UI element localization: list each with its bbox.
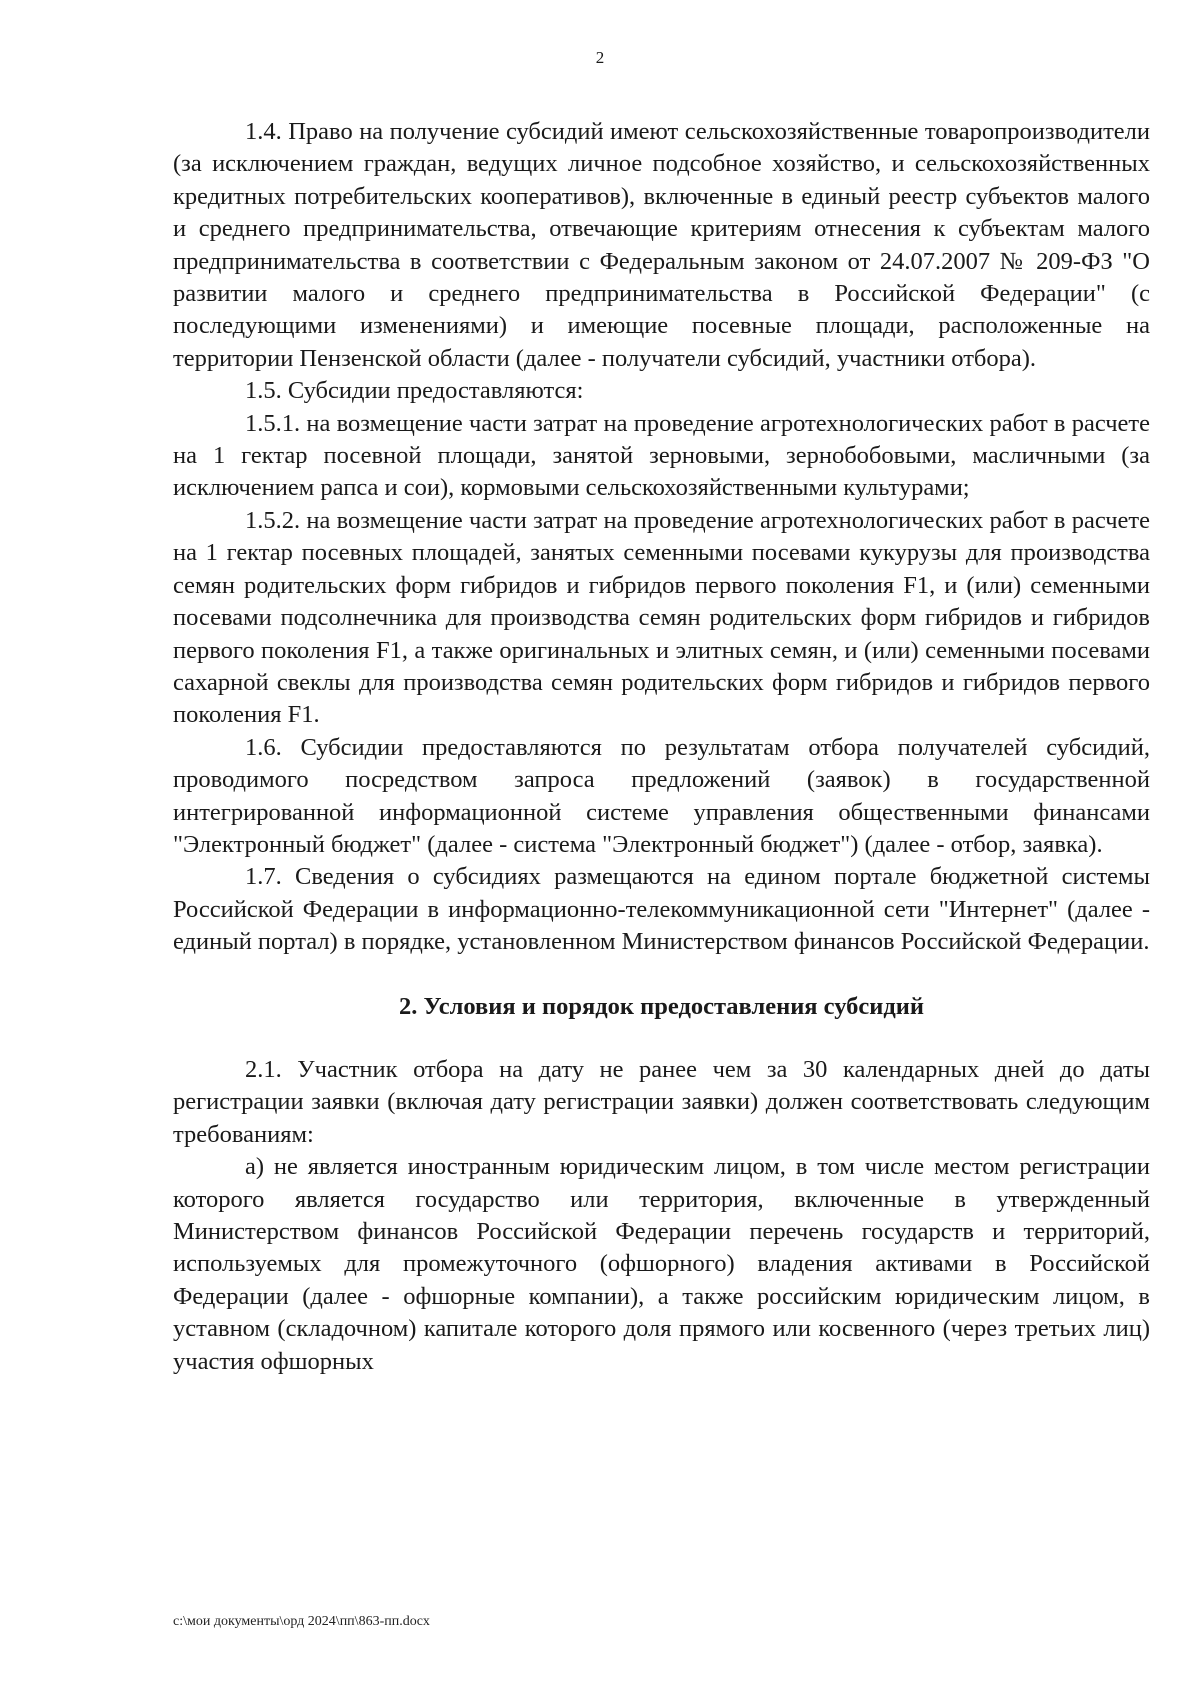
section-2-heading: 2. Условия и порядок предоставления субсидий [398,992,925,1020]
page-number: 2 [595,48,605,67]
paragraph-1-5: 1.5. Субсидии предоставляются: [245,377,584,405]
footer-file-path: c:\мои документы\орд 2024\пп\863-пп.docx [173,1614,430,1629]
paragraph-1-5-2: 1.5.2. на возмещение части затрат на проведение агротехнологических работ в расчете на 1 гектар посевных площадей, занятых семенными посевами кукурузы для производства семян родительских форм гибридов и гибридов первого поколения F1, и (или) семенными посевами подсолнечника для производства семян родительских форм гибридов и гибридов первого поколения F1, а также оригинальных и элитных семян, и (или) семенными посевами сахарной свеклы для производства семян родительских форм гибридов и гибридов первого поколения F1. [173,506,1150,729]
paragraph-1-7: 1.7. Сведения о субсидиях размещаются на едином портале бюджетной системы Российской Федерации в информационно-телекоммуникационной сети "Интернет" (далее - единый портал) в порядке, установленном Министерством финансов Российской Федерации. [173,863,1150,956]
paragraph-2-1: 2.1. Участник отбора на дату не ранее чем за 30 календарных дней до даты регистрации заявки (включая дату регистрации заявки) должен соответствовать следующим требованиям: [173,1055,1150,1148]
paragraph-2-1-a: а) не является иностранным юридическим лицом, в том числе местом регистрации которого является государство или территория, включенные в утвержденный Министерством финансов Российской Федерации перечень государств и территорий, используемых для промежуточного (офшорного) владения активами в Российской Федерации (далее - офшорные компании), а также российским юридическим лицом, в уставном (складочном) капитале которого доля прямого или косвенного (через третьих лиц) участия офшорных [173,1153,1150,1375]
paragraph-1-6: 1.6. Субсидии предоставляются по результатам отбора получателей субсидий, проводимого посредством запроса предложений (заявок) в государственной интегрированной информационной системе управления общественными финансами "Электронный бюджет" (далее - система "Электронный бюджет") (далее - отбор, заявка). [173,733,1150,858]
paragraph-1-5-1: 1.5.1. на возмещение части затрат на проведение агротехнологических работ в расчете на 1 гектар посевной площади, занятой зерновыми, зернобобовыми, масличными (за исключением рапса и сои), кормовыми сельскохозяйственными культурами; [173,409,1150,502]
document-body [173,116,1150,1378]
paragraph-1-4: 1.4. Право на получение субсидий имеют сельскохозяйственные товаропроизводители (за исключением граждан, ведущих личное подсобное хозяйство, и сельскохозяйственных кредитных потребительских кооперативов), включенные в единый реестр субъектов малого и среднего предпринимательства, отвечающие критериям отнесения к субъектам малого предпринимательства в соответствии с Федеральным законом от 24.07.2007 № 209-ФЗ "О развитии малого и среднего предпринимательства в Российской Федерации" (с последующими изменениями) и имеющие посевные площади, расположенные на территории Пензенской области (далее - получатели субсидий, участники отбора). [173,118,1150,372]
